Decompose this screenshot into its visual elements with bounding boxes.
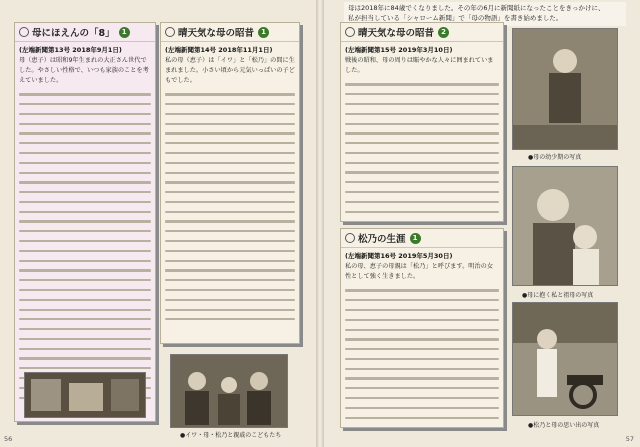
page-number-left: 56 xyxy=(4,435,13,443)
number-badge: 2 xyxy=(438,27,449,38)
top-note-line-2: 私が担当している「シャローム新聞」で「母の物語」を書き始めました。 xyxy=(348,14,563,22)
article-date: (左端新聞第14号 2018年11月1日) xyxy=(165,46,273,54)
article-column-1 xyxy=(14,22,156,422)
number-badge: 1 xyxy=(410,233,421,244)
article-title xyxy=(161,23,299,42)
child-photo xyxy=(512,28,618,150)
article-date: (左端新聞第16号 2019年5月30日) xyxy=(345,252,453,260)
number-badge: 1 xyxy=(119,27,130,38)
article-title-text: 松乃の生涯 xyxy=(358,234,406,245)
article-title xyxy=(341,23,503,42)
article-title-text: 晴天気な母の昭昔 xyxy=(178,28,255,39)
number-badge: 1 xyxy=(258,27,269,38)
article-title xyxy=(341,229,503,248)
article-title-text: 母にほえんの「8」 xyxy=(32,28,115,39)
page-number-right: 57 xyxy=(625,435,634,443)
book-gutter xyxy=(316,0,324,447)
photo-caption: ●母に抱く私と祖母の写真 xyxy=(522,292,594,299)
family-photo xyxy=(170,354,288,428)
circle-icon xyxy=(19,27,29,37)
article-photo-left-column xyxy=(24,372,146,418)
article-intro: 母（恵子）は昭和9年生まれの大正さん世代でした。やさしい性格で、いつも家族のことを考えていました。 xyxy=(19,57,149,84)
article-date: (左端新聞第13号 2018年9月1日) xyxy=(19,46,122,54)
article-date: (左端新聞第15号 2019年3月10日) xyxy=(345,46,453,54)
article-intro: 戦後の昭和、母の周りは賑やかな人々に囲まれていました。 xyxy=(345,57,494,74)
circle-icon xyxy=(345,233,355,243)
article-title-text: 晴天気な母の昭昔 xyxy=(358,28,435,39)
circle-icon xyxy=(165,27,175,37)
photo-caption: ●母の幼少期の写真 xyxy=(528,154,582,161)
circle-icon xyxy=(345,27,355,37)
motorcycle-photo xyxy=(512,302,618,416)
article-column-4 xyxy=(340,228,504,428)
article-body-text xyxy=(15,93,155,398)
article-column-3 xyxy=(340,22,504,222)
article-column-2 xyxy=(160,22,300,344)
article-title xyxy=(15,23,155,42)
article-intro: 私の母、恵子の母親は「松乃」と呼びます。明治の女性として強く生きました。 xyxy=(345,263,494,280)
article-body-text xyxy=(161,93,299,320)
article-body-text xyxy=(341,289,503,418)
article-intro: 私の母（恵子）は「イワ」と「松乃」の間に生まれました。小さい頃から元気いっぱいの子どもでした。 xyxy=(165,57,295,84)
photo-caption: ●イワ・母・松乃と親戚のこどもたち xyxy=(180,432,282,439)
mother-child-photo xyxy=(512,166,618,286)
top-note-line-1: 母は2018年に84歳でくなりました。その年の6月に新聞紙になったことをきっかけに、 xyxy=(348,4,605,12)
photo-caption: ●松乃と母の思い出の写真 xyxy=(528,422,600,429)
article-body-text xyxy=(341,83,503,212)
